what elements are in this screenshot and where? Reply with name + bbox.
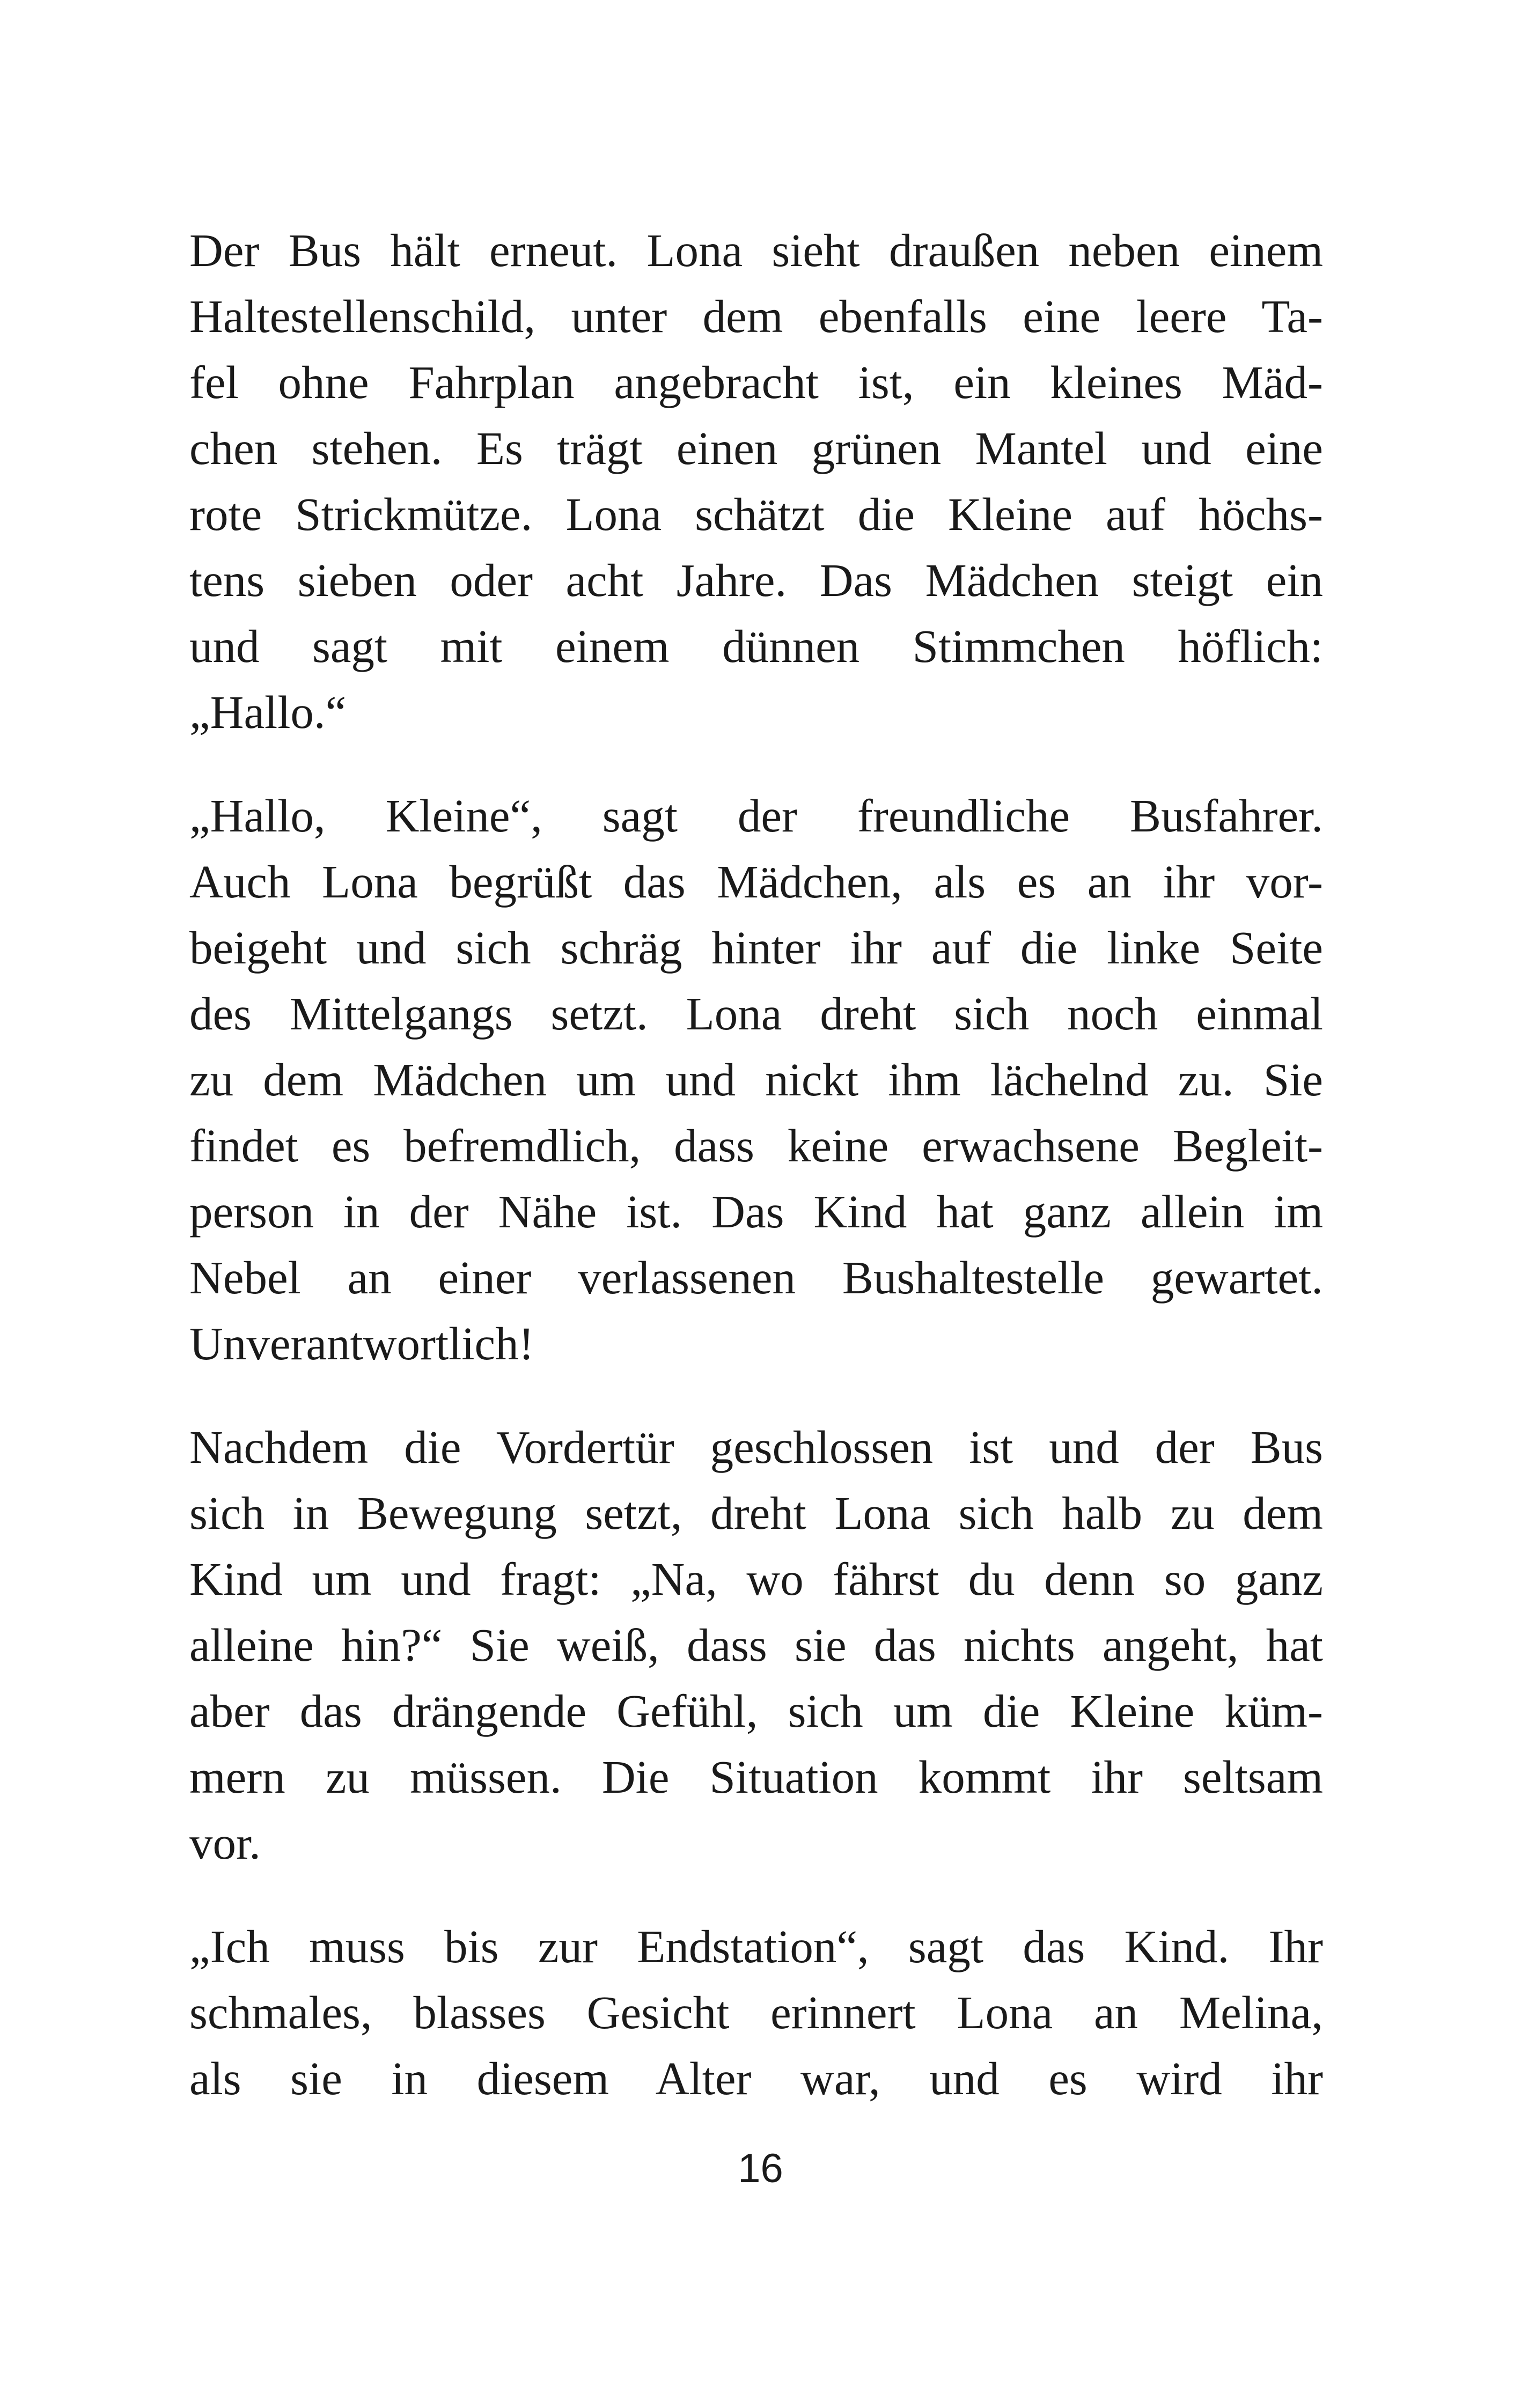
text-line: Auch Lona begrüßt das Mädchen, als es an ihr vor-	[189, 856, 1323, 908]
paragraph-spacer	[189, 745, 1323, 783]
text-line: beigeht und sich schräg hinter ihr auf die linke Seite	[189, 922, 1323, 974]
text-line: zu dem Mädchen um und nickt ihm lächelnd zu. Sie	[189, 1054, 1323, 1106]
text-line: rote Strickmütze. Lona schätzt die Kleine auf höchs-	[189, 488, 1323, 540]
text-line: des Mittelgangs setzt. Lona dreht sich noch einmal	[189, 988, 1323, 1040]
body-text	[189, 217, 1323, 2111]
paragraph	[189, 783, 1323, 1376]
text-line: sich in Bewegung setzt, dreht Lona sich halb zu dem	[189, 1487, 1323, 1539]
text-line: alleine hin?“ Sie weiß, dass sie das nichts angeht, hat	[189, 1619, 1323, 1671]
text-line: Nebel an einer verlassenen Bushaltestelle gewartet.	[189, 1251, 1323, 1304]
paragraph	[189, 1414, 1323, 1876]
paragraph	[189, 1913, 1323, 2111]
text-line: Haltestellenschild, unter dem ebenfalls eine leere Ta-	[189, 290, 1323, 342]
text-line: tens sieben oder acht Jahre. Das Mädchen steigt ein	[189, 554, 1323, 606]
text-line: als sie in diesem Alter war, und es wird ihr	[189, 2052, 1323, 2104]
text-line: mern zu müssen. Die Situation kommt ihr seltsam	[189, 1751, 1323, 1803]
paragraph-spacer	[189, 1876, 1323, 1913]
text-line: aber das drängende Gefühl, sich um die Kleine küm-	[189, 1685, 1323, 1737]
text-line: und sagt mit einem dünnen Stimmchen höflich:	[189, 620, 1323, 672]
paragraph	[189, 217, 1323, 745]
text-line: Unverantwortlich!	[189, 1317, 534, 1369]
text-line: chen stehen. Es trägt einen grünen Mantel und eine	[189, 422, 1323, 474]
text-line: schmales, blasses Gesicht erinnert Lona an Melina,	[189, 1986, 1323, 2038]
text-line: fel ohne Fahrplan angebracht ist, ein kleines Mäd-	[189, 356, 1323, 408]
paragraph-spacer	[189, 1376, 1323, 1414]
text-line: person in der Nähe ist. Das Kind hat ganz allein im	[189, 1185, 1323, 1238]
text-line: „Ich muss bis zur Endstation“, sagt das Kind. Ihr	[189, 1920, 1323, 1972]
text-line: Nachdem die Vordertür geschlossen ist und der Bus	[189, 1421, 1323, 1473]
page-number: 16	[738, 2146, 783, 2191]
text-line: vor.	[189, 1817, 261, 1869]
text-line: „Hallo, Kleine“, sagt der freundliche Busfahrer.	[189, 790, 1323, 842]
text-line: Der Bus hält erneut. Lona sieht draußen neben einem	[189, 224, 1323, 276]
text-line: findet es befremdlich, dass keine erwachsene Begleit-	[189, 1120, 1323, 1172]
text-line: Kind um und fragt: „Na, wo fährst du denn so ganz	[189, 1553, 1323, 1605]
text-line: „Hallo.“	[189, 686, 347, 738]
